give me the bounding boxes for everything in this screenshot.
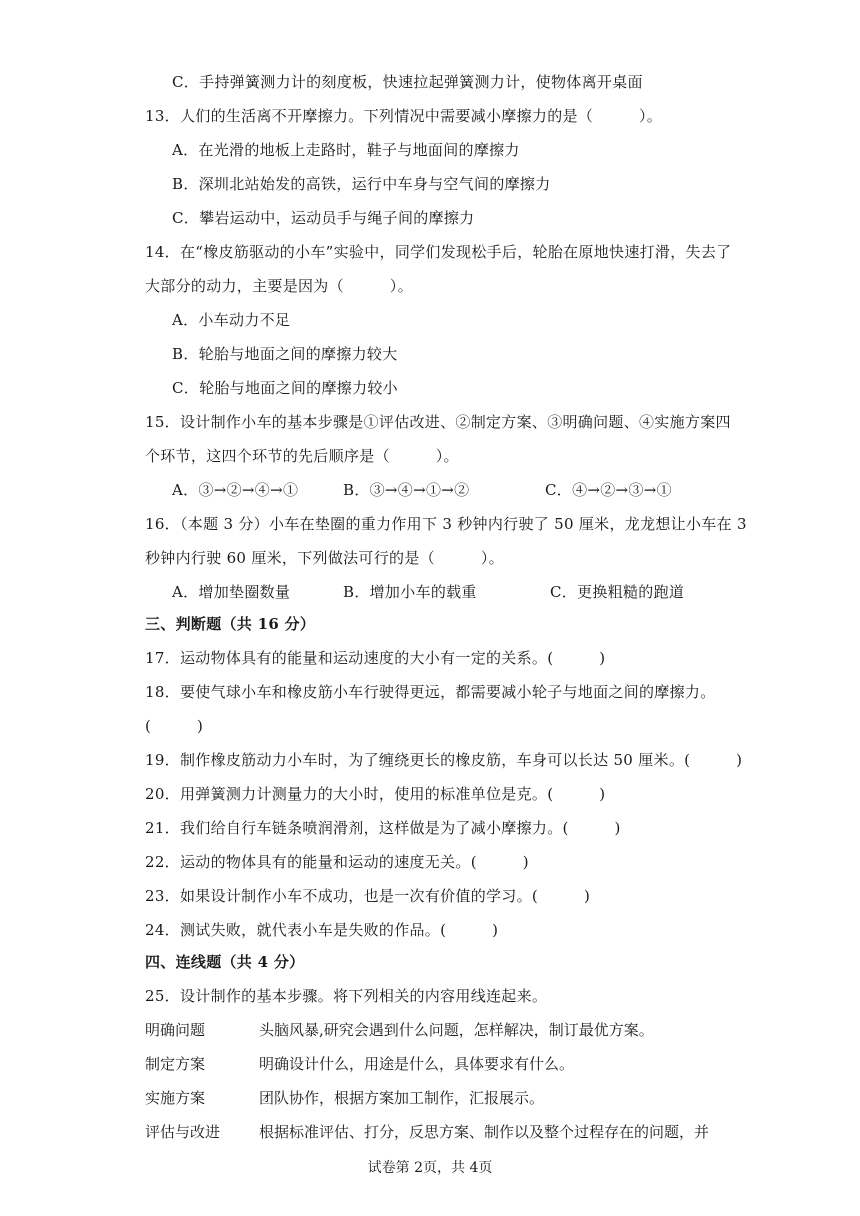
- q15-stem-line2: 个环节，这四个环节的先后顺序是（ ）。: [145, 447, 459, 465]
- match-left-item: 评估与改进: [145, 1123, 221, 1141]
- section-4-title: 四、连线题（共 4 分）: [145, 953, 305, 971]
- q16-stem-line2: 秒钟内行驶 60 厘米，下列做法可行的是（ ）。: [145, 549, 504, 567]
- q22: 22．运动的物体具有的能量和运动的速度无关。( ): [145, 853, 529, 871]
- match-right-item: 明确设计什么，用途是什么，具体要求有什么。: [259, 1055, 575, 1073]
- q13-option-b: B．深圳北站始发的高铁，运行中车身与空气间的摩擦力: [172, 175, 551, 193]
- q14-stem-line2: 大部分的动力，主要是因为（ ）。: [145, 277, 413, 295]
- q15-stem-line1: 15．设计制作小车的基本步骤是①评估改进、②制定方案、③明确问题、④实施方案四: [145, 413, 731, 431]
- q14-stem-line1: 14．在“橡皮筋驱动的小车”实验中，同学们发现松手后，轮胎在原地快速打滑，失去了: [145, 243, 732, 261]
- q21: 21．我们给自行车链条喷润滑剂，这样做是为了减小摩擦力。( ): [145, 819, 621, 837]
- section-3-title: 三、判断题（共 16 分）: [145, 615, 316, 633]
- q14-option-b: B．轮胎与地面之间的摩擦力较大: [172, 345, 398, 363]
- q18-line1: 18．要使气球小车和橡皮筋小车行驶得更远，都需要减小轮子与地面之间的摩擦力。: [145, 683, 716, 701]
- q16-option-a: A．增加垫圈数量: [172, 583, 291, 601]
- match-right-item: 头脑风暴,研究会遇到什么问题，怎样解决，制订最优方案。: [259, 1021, 654, 1039]
- match-left-item: 制定方案: [145, 1055, 206, 1073]
- q20: 20．用弹簧测力计测量力的大小时，使用的标准单位是克。( ): [145, 785, 606, 803]
- q16-option-b: B．增加小车的载重: [343, 583, 477, 601]
- q24: 24．测试失败，就代表小车是失败的作品。( ): [145, 921, 499, 939]
- q12-option-c: C．手持弹簧测力计的刻度板，快速拉起弹簧测力计，使物体离开桌面: [172, 73, 643, 91]
- q18-line2: ( ): [145, 717, 204, 735]
- q13-option-c: C．攀岩运动中，运动员手与绳子间的摩擦力: [172, 209, 475, 227]
- match-left-item: 实施方案: [145, 1089, 206, 1107]
- q16-option-c: C．更换粗糙的跑道: [550, 583, 685, 601]
- q16-stem-line1: 16．（本题 3 分）小车在垫圈的重力作用下 3 秒钟内行驶了 50 厘米，龙龙想让小车在 3: [145, 515, 747, 533]
- q13-stem: 13．人们的生活离不开摩擦力。下列情况中需要减小摩擦力的是（ ）。: [145, 107, 663, 125]
- q17: 17．运动物体具有的能量和运动速度的大小有一定的关系。( ): [145, 649, 606, 667]
- q15-option-b: B．③→④→①→②: [343, 481, 470, 499]
- q19: 19．制作橡皮筋动力小车时，为了缠绕更长的橡皮筋，车身可以长达 50 厘米。( ): [145, 751, 743, 769]
- q13-option-a: A．在光滑的地板上走路时，鞋子与地面间的摩擦力: [172, 141, 520, 159]
- match-right-item: 团队协作，根据方案加工制作，汇报展示。: [259, 1089, 545, 1107]
- q15-option-c: C．④→②→③→①: [545, 481, 672, 499]
- q23: 23．如果设计制作小车不成功，也是一次有价值的学习。( ): [145, 887, 591, 905]
- q14-option-c: C．轮胎与地面之间的摩擦力较小: [172, 379, 398, 397]
- q14-option-a: A．小车动力不足: [172, 311, 291, 329]
- q15-option-a: A．③→②→④→①: [172, 481, 299, 499]
- match-left-item: 明确问题: [145, 1021, 206, 1039]
- page-footer: 试卷第 2页，共 4页: [367, 1160, 493, 1176]
- q25-stem: 25．设计制作的基本步骤。将下列相关的内容用线连起来。: [145, 987, 548, 1005]
- match-right-item: 根据标准评估、打分，反思方案、制作以及整个过程存在的问题，并: [259, 1123, 710, 1141]
